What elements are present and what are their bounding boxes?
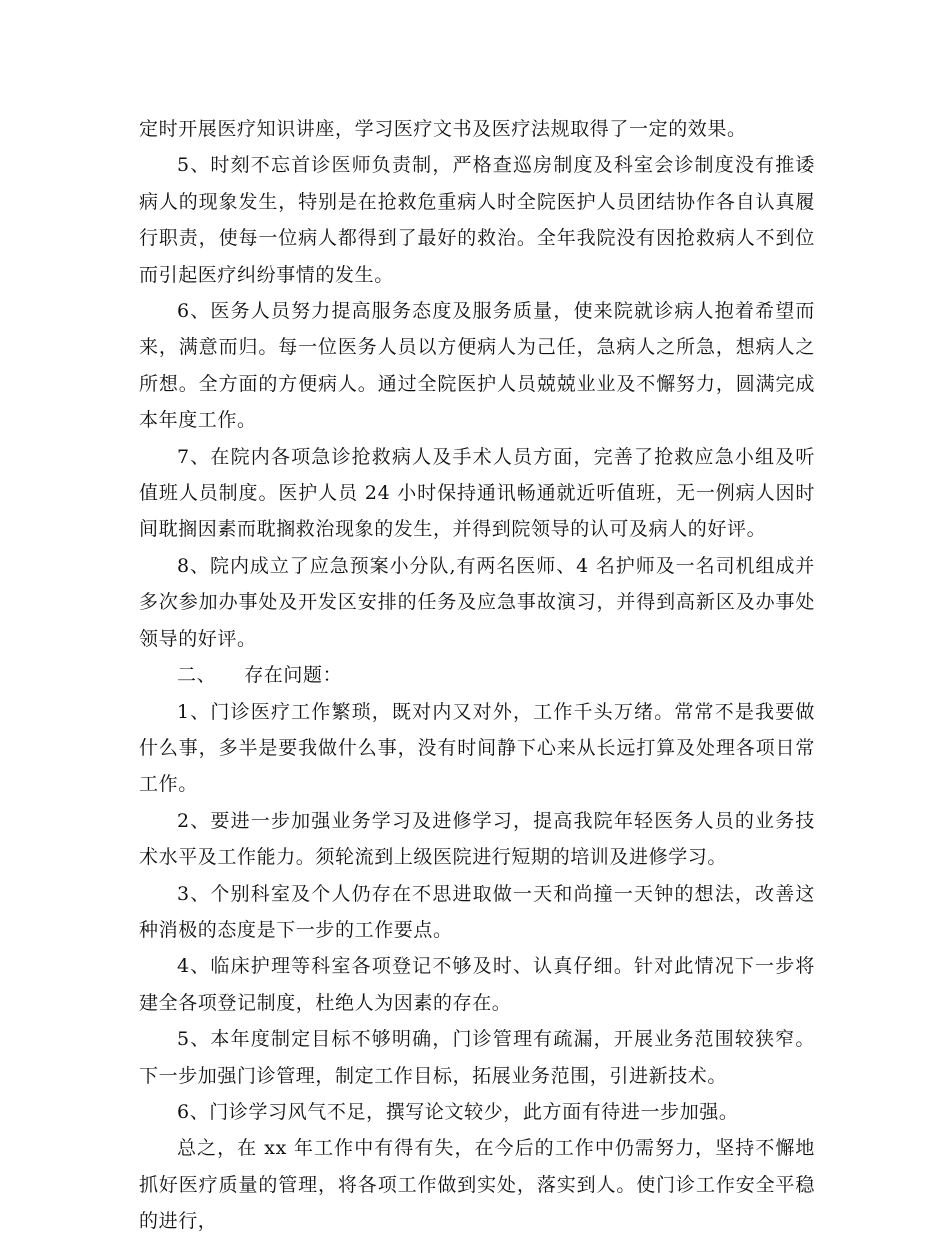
paragraph-continuation: 定时开展医疗知识讲座，学习医疗文书及医疗法规取得了一定的效果。 bbox=[139, 118, 747, 140]
paragraph-item-5: 5、时刻不忘首诊医师负责制，严格查巡房制度及科室会诊制度没有推诿病人的现象发生，特别是在抢救危重病人时全院医护人员团结协作各自认真履行职责，使每一位病人都得到了最好的救治。全年我院没有因抢救病人不到位而引起医疗纠纷事情的发生。 bbox=[139, 154, 815, 286]
issue-item-4: 4、临床护理等科室各项登记不够及时、认真仔细。针对此情况下一步将建全各项登记制度，杜绝人为因素的存在。 bbox=[139, 955, 815, 1014]
issue-item-1: 1、门诊医疗工作繁琐，既对内又对外，工作千头万绪。常常不是我要做什么事，多半是要我做什么事，没有时间静下心来从长远打算及处理各项日常工作。 bbox=[139, 700, 815, 796]
paragraph-item-7: 7、在院内各项急诊抢救病人及手术人员方面，完善了抢救应急小组及听值班人员制度。医护人员 24 小时保持通讯畅通就近听值班，无一例病人因时间耽搁因素而耽搁救治现象的发生，并得到院领导的认可及病人的好评。 bbox=[139, 445, 815, 541]
conclusion-paragraph: 总之，在 xx 年工作中有得有失，在今后的工作中仍需努力，坚持不懈地抓好医疗质量的管理，将各项工作做到实处，落实到人。使门诊工作安全平稳的进行， bbox=[139, 1137, 815, 1233]
section-number: 二、 bbox=[177, 664, 217, 687]
paragraph-item-6: 6、医务人员努力提高服务态度及服务质量，使来院就诊病人抱着希望而来，满意而归。每一位医务人员以方便病人为己任，急病人之所急，想病人之所想。全方面的方便病人。通过全院医护人员兢兢业业及不懈努力，圆满完成本年度工作。 bbox=[139, 300, 815, 432]
section-heading bbox=[139, 657, 815, 693]
section-title: 存在问题： bbox=[244, 664, 343, 687]
issue-item-2: 2、要进一步加强业务学习及进修学习，提高我院年轻医务人员的业务技术水平及工作能力。须轮流到上级医院进行短期的培训及进修学习。 bbox=[139, 809, 815, 869]
issue-item-5: 5、本年度制定目标不够明确，门诊管理有疏漏，开展业务范围较狭窄。下一步加强门诊管理，制定工作目标，拓展业务范围，引进新技术。 bbox=[139, 1028, 815, 1087]
paragraph-item-8: 8、院内成立了应急预案小分队,有两名医师、4 名护师及一名司机组成并多次参加办事处及开发区安排的任务及应急事故演习，并得到高新区及办事处领导的好评。 bbox=[139, 554, 815, 650]
document-body bbox=[139, 111, 815, 1240]
issue-item-3: 3、个别科室及个人仍存在不思进取做一天和尚撞一天钟的想法，改善这种消极的态度是下一步的工作要点。 bbox=[139, 882, 815, 941]
issue-item-6: 6、门诊学习风气不足，撰写论文较少，此方面有待进一步加强。 bbox=[177, 1100, 739, 1123]
